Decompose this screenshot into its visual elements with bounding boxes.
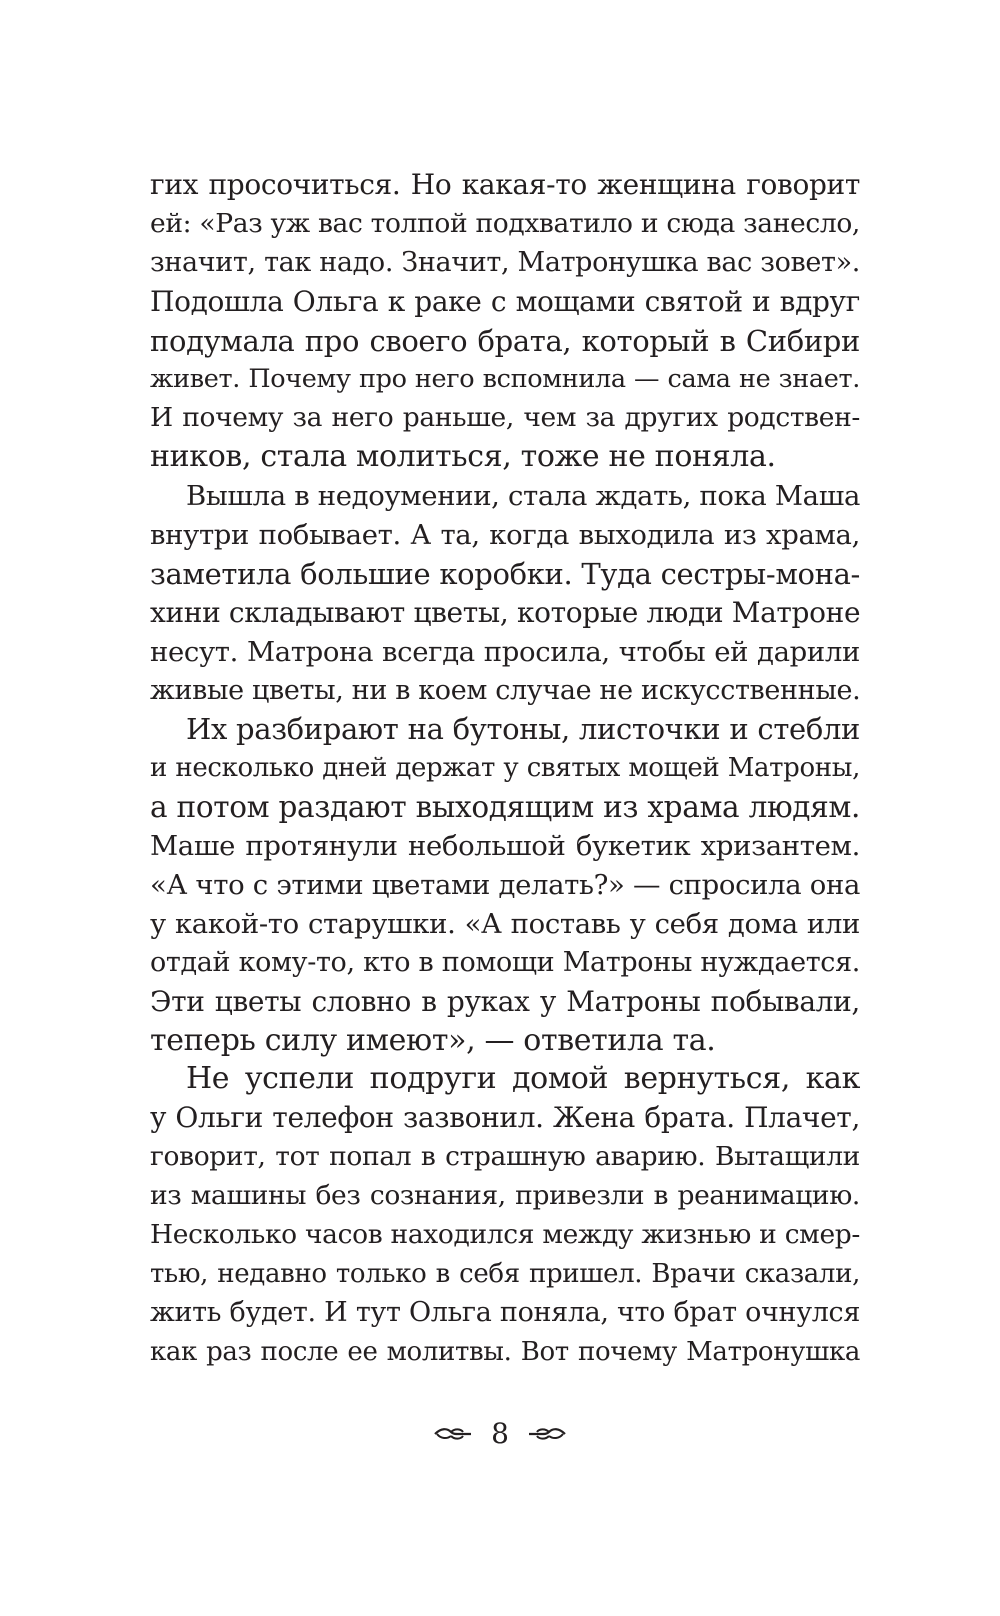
text-line: отдай кому-то, кто в помощи Матроны нуждается.	[150, 946, 860, 978]
text-line: ей: «Раз уж вас толпой подхватило и сюда занесло,	[150, 207, 860, 239]
flourish-right-icon	[527, 1426, 567, 1442]
body-text	[150, 166, 860, 1372]
text-line: а потом раздают выходящим из храма людям.	[150, 790, 860, 825]
text-line: несут. Матрона всегда просила, чтобы ей дарили	[150, 635, 860, 668]
text-line: говорит, тот попал в страшную аварию. Вытащили	[150, 1141, 860, 1173]
text-line: ников, стала молиться, тоже не поняла.	[150, 439, 776, 475]
text-line: Маше протянули небольшой букетик хризантем.	[150, 830, 860, 863]
flourish-left-icon	[433, 1426, 473, 1442]
text-line: Их разбирают на бутоны, листочки и стебли	[186, 712, 860, 747]
text-line: у Ольги телефон зазвонил. Жена брата. Плачет,	[150, 1101, 860, 1135]
text-line: тью, недавно только в себя пришел. Врачи сказали,	[150, 1258, 860, 1289]
text-line: Эти цветы словно в руках у Матроны побывали,	[150, 984, 860, 1018]
text-line: гих просочиться. Но какая-то женщина говорит	[150, 168, 860, 201]
text-line: как раз после ее молитвы. Вот почему Матронушка	[150, 1336, 860, 1367]
text-line: хини складывают цветы, которые люди Матроне	[150, 595, 861, 629]
text-line: заметила большие коробки. Туда сестры-мона-	[150, 556, 860, 591]
text-line: Не успели подруги домой вернуться, как	[186, 1061, 860, 1097]
text-line: у какой-то старушки. «А поставь у себя дома или	[150, 907, 860, 940]
text-line: Несколько часов находился между жизнью и смер-	[150, 1219, 860, 1251]
text-line: теперь силу имеют», — ответила та.	[150, 1022, 716, 1058]
text-line: живые цветы, ни в коем случае не искусственные.	[150, 674, 861, 706]
text-line: и несколько дней держат у святых мощей Матроны,	[150, 753, 860, 784]
text-line: «А что с этими цветами делать?» — спросила она	[150, 869, 860, 902]
text-line: внутри побывает. А та, когда выходила из храма,	[150, 519, 860, 552]
page-number: 8	[491, 1417, 509, 1450]
text-line: значит, так надо. Значит, Матронушка вас зовет».	[150, 246, 860, 278]
page-footer	[0, 1414, 1000, 1454]
text-line: подумала про своего брата, который в Сибири	[150, 323, 860, 358]
text-line: Подошла Ольга к раке с мощами святой и вдруг	[150, 284, 860, 318]
text-line: живет. Почему про него вспомнила — сама не знает.	[150, 364, 860, 395]
text-line: Вышла в недоумении, стала ждать, пока Маша	[186, 480, 860, 513]
text-line: И почему за него раньше, чем за других родствен-	[150, 402, 860, 434]
text-line: жить будет. И тут Ольга поняла, что брат очнулся	[150, 1296, 860, 1328]
text-line: из машины без сознания, привезли в реанимацию.	[150, 1180, 860, 1212]
